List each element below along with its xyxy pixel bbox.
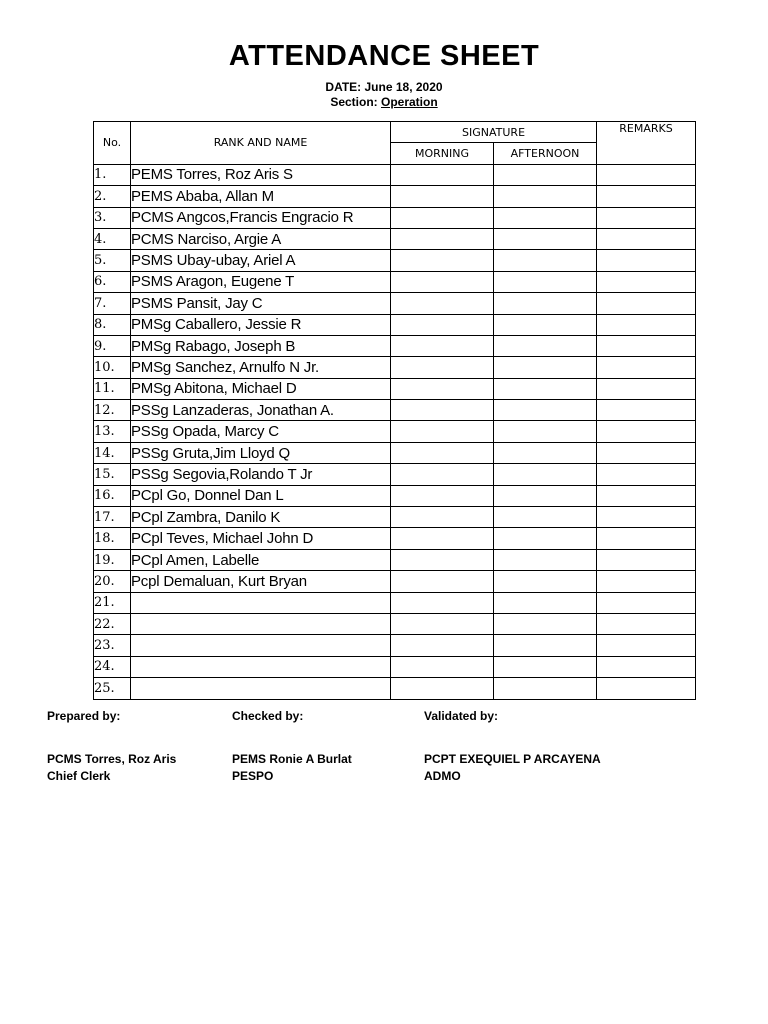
validated-by-role: ADMO <box>424 769 461 783</box>
table-row <box>94 228 696 249</box>
morning-signature-cell <box>391 164 494 185</box>
header-morning: MORNING <box>391 143 494 164</box>
afternoon-signature-cell <box>494 678 597 699</box>
rank-and-name-cell: PSSg Opada, Marcy C <box>131 421 391 442</box>
afternoon-signature-cell <box>494 207 597 228</box>
table-row <box>94 635 696 656</box>
row-number: 3. <box>94 207 131 228</box>
remarks-cell <box>597 592 696 613</box>
rank-and-name-cell: PCpl Go, Donnel Dan L <box>131 485 391 506</box>
table-row <box>94 485 696 506</box>
table-row <box>94 507 696 528</box>
morning-signature-cell <box>391 335 494 356</box>
rank-and-name-cell: PMSg Caballero, Jessie R <box>131 314 391 335</box>
rank-and-name-cell <box>131 678 391 699</box>
table-row <box>94 164 696 185</box>
table-row <box>94 421 696 442</box>
remarks-cell <box>597 400 696 421</box>
rank-and-name-cell <box>131 635 391 656</box>
afternoon-signature-cell <box>494 400 597 421</box>
checked-by-role: PESPO <box>232 769 274 783</box>
table-row <box>94 442 696 463</box>
checked-by-label: Checked by: <box>232 709 304 723</box>
rank-and-name-cell: PSSg Gruta,Jim Lloyd Q <box>131 442 391 463</box>
sheet-section <box>0 95 768 109</box>
afternoon-signature-cell <box>494 228 597 249</box>
rank-and-name-cell <box>131 613 391 634</box>
remarks-cell <box>597 507 696 528</box>
afternoon-signature-cell <box>494 335 597 356</box>
row-number: 6. <box>94 271 131 292</box>
table-row <box>94 250 696 271</box>
rank-and-name-cell: PCMS Angcos,Francis Engracio R <box>131 207 391 228</box>
section-value: Operation <box>381 95 438 109</box>
row-number: 25. <box>94 678 131 699</box>
row-number: 1. <box>94 164 131 185</box>
morning-signature-cell <box>391 464 494 485</box>
header-rank-and-name: RANK AND NAME <box>131 122 391 165</box>
rank-and-name-cell: PEMS Ababa, Allan M <box>131 186 391 207</box>
table-row <box>94 207 696 228</box>
afternoon-signature-cell <box>494 656 597 677</box>
afternoon-signature-cell <box>494 357 597 378</box>
rank-and-name-cell: PEMS Torres, Roz Aris S <box>131 164 391 185</box>
remarks-cell <box>597 613 696 634</box>
rank-and-name-cell: PSSg Lanzaderas, Jonathan A. <box>131 400 391 421</box>
morning-signature-cell <box>391 549 494 570</box>
morning-signature-cell <box>391 485 494 506</box>
rank-and-name-cell: PCpl Zambra, Danilo K <box>131 507 391 528</box>
attendance-rows <box>94 164 696 699</box>
remarks-cell <box>597 357 696 378</box>
remarks-cell <box>597 485 696 506</box>
table-row <box>94 335 696 356</box>
morning-signature-cell <box>391 250 494 271</box>
row-number: 22. <box>94 613 131 634</box>
row-number: 10. <box>94 357 131 378</box>
row-number: 11. <box>94 378 131 399</box>
row-number: 24. <box>94 656 131 677</box>
afternoon-signature-cell <box>494 464 597 485</box>
validated-by-name: PCPT EXEQUIEL P ARCAYENA <box>424 752 601 766</box>
morning-signature-cell <box>391 400 494 421</box>
remarks-cell <box>597 186 696 207</box>
morning-signature-cell <box>391 228 494 249</box>
row-number: 14. <box>94 442 131 463</box>
afternoon-signature-cell <box>494 528 597 549</box>
rank-and-name-cell: PSMS Ubay-ubay, Ariel A <box>131 250 391 271</box>
remarks-cell <box>597 549 696 570</box>
afternoon-signature-cell <box>494 293 597 314</box>
row-number: 15. <box>94 464 131 485</box>
table-row <box>94 400 696 421</box>
afternoon-signature-cell <box>494 164 597 185</box>
table-row <box>94 528 696 549</box>
afternoon-signature-cell <box>494 635 597 656</box>
row-number: 7. <box>94 293 131 314</box>
table-row <box>94 378 696 399</box>
remarks-cell <box>597 528 696 549</box>
afternoon-signature-cell <box>494 442 597 463</box>
morning-signature-cell <box>391 314 494 335</box>
afternoon-signature-cell <box>494 314 597 335</box>
afternoon-signature-cell <box>494 485 597 506</box>
row-number: 16. <box>94 485 131 506</box>
remarks-cell <box>597 314 696 335</box>
row-number: 19. <box>94 549 131 570</box>
validated-by-label: Validated by: <box>424 709 499 723</box>
table-row <box>94 271 696 292</box>
row-number: 9. <box>94 335 131 356</box>
rank-and-name-cell: PSSg Segovia,Rolando T Jr <box>131 464 391 485</box>
table-row <box>94 592 696 613</box>
morning-signature-cell <box>391 421 494 442</box>
morning-signature-cell <box>391 378 494 399</box>
afternoon-signature-cell <box>494 250 597 271</box>
rank-and-name-cell: Pcpl Demaluan, Kurt Bryan <box>131 571 391 592</box>
morning-signature-cell <box>391 442 494 463</box>
morning-signature-cell <box>391 635 494 656</box>
remarks-cell <box>597 464 696 485</box>
table-row <box>94 678 696 699</box>
remarks-cell <box>597 442 696 463</box>
afternoon-signature-cell <box>494 571 597 592</box>
remarks-cell <box>597 656 696 677</box>
prepared-by-label: Prepared by: <box>47 709 121 723</box>
remarks-cell <box>597 164 696 185</box>
row-number: 4. <box>94 228 131 249</box>
rank-and-name-cell: PSMS Pansit, Jay C <box>131 293 391 314</box>
row-number: 5. <box>94 250 131 271</box>
morning-signature-cell <box>391 293 494 314</box>
remarks-cell <box>597 421 696 442</box>
morning-signature-cell <box>391 528 494 549</box>
header-remarks: REMARKS <box>597 122 696 165</box>
remarks-cell <box>597 378 696 399</box>
afternoon-signature-cell <box>494 186 597 207</box>
remarks-cell <box>597 271 696 292</box>
rank-and-name-cell: PMSg Abitona, Michael D <box>131 378 391 399</box>
remarks-cell <box>597 228 696 249</box>
row-number: 23. <box>94 635 131 656</box>
row-number: 18. <box>94 528 131 549</box>
table-row <box>94 656 696 677</box>
rank-and-name-cell <box>131 592 391 613</box>
rank-and-name-cell: PMSg Rabago, Joseph B <box>131 335 391 356</box>
morning-signature-cell <box>391 271 494 292</box>
row-number: 13. <box>94 421 131 442</box>
sheet-title: ATTENDANCE SHEET <box>228 40 540 72</box>
checked-by-name: PEMS Ronie A Burlat <box>232 752 352 766</box>
rank-and-name-cell <box>131 656 391 677</box>
rank-and-name-cell: PCpl Amen, Labelle <box>131 549 391 570</box>
sheet-date: DATE: June 18, 2020 <box>325 80 443 94</box>
header-signature: SIGNATURE <box>391 122 597 143</box>
afternoon-signature-cell <box>494 271 597 292</box>
remarks-cell <box>597 293 696 314</box>
morning-signature-cell <box>391 571 494 592</box>
rank-and-name-cell: PSMS Aragon, Eugene T <box>131 271 391 292</box>
prepared-by-role: Chief Clerk <box>47 769 111 783</box>
row-number: 20. <box>94 571 131 592</box>
morning-signature-cell <box>391 207 494 228</box>
attendance-table <box>93 121 696 700</box>
row-number: 8. <box>94 314 131 335</box>
remarks-cell <box>597 207 696 228</box>
table-row <box>94 571 696 592</box>
rank-and-name-cell: PMSg Sanchez, Arnulfo N Jr. <box>131 357 391 378</box>
table-row <box>94 186 696 207</box>
remarks-cell <box>597 571 696 592</box>
table-row <box>94 464 696 485</box>
afternoon-signature-cell <box>494 549 597 570</box>
row-number: 12. <box>94 400 131 421</box>
table-row <box>94 357 696 378</box>
header-no: No. <box>94 122 131 165</box>
afternoon-signature-cell <box>494 378 597 399</box>
remarks-cell <box>597 635 696 656</box>
remarks-cell <box>597 335 696 356</box>
morning-signature-cell <box>391 186 494 207</box>
row-number: 2. <box>94 186 131 207</box>
prepared-by-name: PCMS Torres, Roz Aris <box>47 752 177 766</box>
rank-and-name-cell: PCpl Teves, Michael John D <box>131 528 391 549</box>
row-number: 21. <box>94 592 131 613</box>
row-number: 17. <box>94 507 131 528</box>
section-label: Section: <box>330 95 378 109</box>
remarks-cell <box>597 678 696 699</box>
header-afternoon: AFTERNOON <box>494 143 597 164</box>
table-row <box>94 613 696 634</box>
table-row <box>94 314 696 335</box>
afternoon-signature-cell <box>494 613 597 634</box>
afternoon-signature-cell <box>494 592 597 613</box>
morning-signature-cell <box>391 357 494 378</box>
table-row <box>94 293 696 314</box>
morning-signature-cell <box>391 656 494 677</box>
morning-signature-cell <box>391 678 494 699</box>
rank-and-name-cell: PCMS Narciso, Argie A <box>131 228 391 249</box>
morning-signature-cell <box>391 507 494 528</box>
afternoon-signature-cell <box>494 421 597 442</box>
table-row <box>94 549 696 570</box>
morning-signature-cell <box>391 592 494 613</box>
remarks-cell <box>597 250 696 271</box>
morning-signature-cell <box>391 613 494 634</box>
afternoon-signature-cell <box>494 507 597 528</box>
